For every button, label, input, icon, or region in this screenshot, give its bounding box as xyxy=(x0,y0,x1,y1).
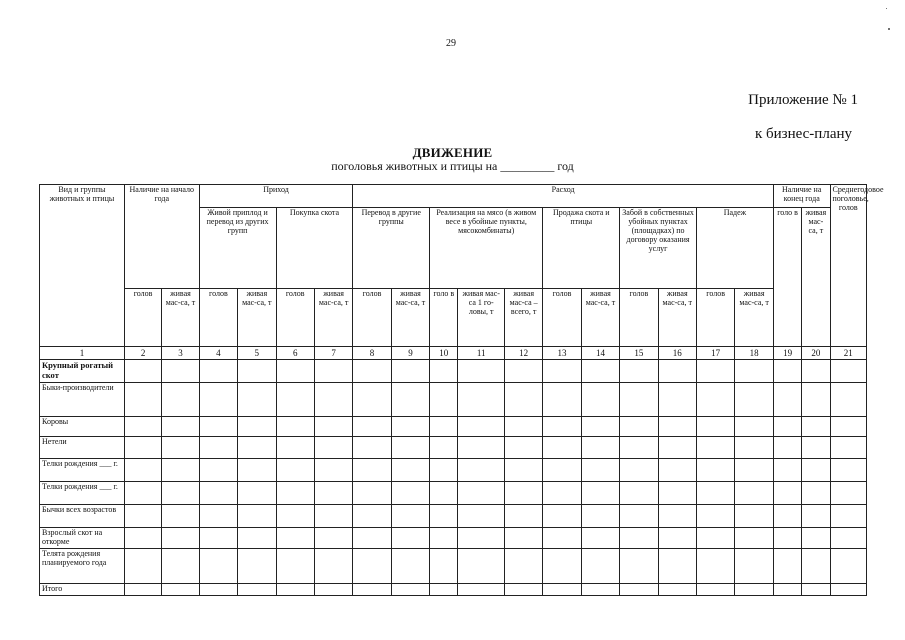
row-label: Телки рождения ___ г. xyxy=(40,481,125,504)
table-cell[interactable] xyxy=(353,437,391,459)
table-row xyxy=(40,383,867,416)
table-cell[interactable] xyxy=(458,504,504,527)
table-cell[interactable] xyxy=(314,459,352,482)
table-cell[interactable] xyxy=(830,360,866,383)
table-cell[interactable] xyxy=(391,416,429,437)
table-cell[interactable] xyxy=(504,583,542,596)
header-live-mass: живая мас-са, т xyxy=(391,288,429,346)
table-cell[interactable] xyxy=(314,549,352,583)
table-cell[interactable] xyxy=(353,459,391,482)
table-cell[interactable] xyxy=(802,504,830,527)
table-cell[interactable] xyxy=(314,527,352,549)
table-cell[interactable] xyxy=(238,527,276,549)
table-cell[interactable] xyxy=(162,416,199,437)
table-cell[interactable] xyxy=(199,437,237,459)
table-cell[interactable] xyxy=(620,459,658,482)
table-cell[interactable] xyxy=(430,481,458,504)
header-expense-sale-meat: Реализация на мясо (в живом весе в убойные пункты, мясокомбинаты) xyxy=(430,207,543,288)
table-cell[interactable] xyxy=(802,527,830,549)
header-average: Среднегодовое поголовье, голов xyxy=(830,185,866,347)
table-row xyxy=(40,459,867,482)
table-cell[interactable] xyxy=(543,360,581,383)
table-cell[interactable] xyxy=(830,583,866,596)
header-live-mass: живая мас-са, т xyxy=(314,288,352,346)
table-cell[interactable] xyxy=(543,583,581,596)
table-cell[interactable] xyxy=(543,504,581,527)
table-cell[interactable] xyxy=(238,549,276,583)
table-cell[interactable] xyxy=(276,360,314,383)
column-number: 16 xyxy=(658,346,696,360)
table-cell[interactable] xyxy=(543,416,581,437)
table-cell[interactable] xyxy=(802,459,830,482)
table-cell[interactable] xyxy=(773,583,801,596)
table-cell[interactable] xyxy=(802,360,830,383)
appendix-label: Приложение № 1 xyxy=(748,92,858,108)
table-cell[interactable] xyxy=(199,549,237,583)
table-cell[interactable] xyxy=(620,549,658,583)
table-cell[interactable] xyxy=(620,583,658,596)
table-row xyxy=(40,416,867,437)
column-number: 10 xyxy=(430,346,458,360)
table-cell[interactable] xyxy=(353,583,391,596)
table-cell[interactable] xyxy=(162,549,199,583)
column-numbers-row xyxy=(40,346,867,360)
header-expense-sale: Продажа скота и птицы xyxy=(543,207,620,288)
table-cell[interactable] xyxy=(773,504,801,527)
table-cell[interactable] xyxy=(276,481,314,504)
table-cell[interactable] xyxy=(162,360,199,383)
scan-speck xyxy=(888,28,890,30)
table-cell[interactable] xyxy=(504,416,542,437)
table-cell[interactable] xyxy=(696,416,734,437)
table-cell[interactable] xyxy=(773,383,801,416)
table-cell[interactable] xyxy=(504,481,542,504)
table-cell[interactable] xyxy=(773,527,801,549)
header-live-mass: живая мас-са, т xyxy=(735,288,774,346)
row-label: Нетели xyxy=(40,437,125,459)
table-cell[interactable] xyxy=(199,383,237,416)
table-cell[interactable] xyxy=(391,527,429,549)
table-cell[interactable] xyxy=(430,437,458,459)
header-heads: голов xyxy=(620,288,658,346)
column-number: 21 xyxy=(830,346,866,360)
table-cell[interactable] xyxy=(314,504,352,527)
table-cell[interactable] xyxy=(696,583,734,596)
table-cell[interactable] xyxy=(504,504,542,527)
header-live-mass-total: живая мас-са – всего, т xyxy=(504,288,542,346)
table-cell[interactable] xyxy=(430,504,458,527)
table-cell[interactable] xyxy=(658,416,696,437)
table-cell[interactable] xyxy=(430,583,458,596)
table-cell[interactable] xyxy=(430,549,458,583)
table-cell[interactable] xyxy=(504,437,542,459)
table-cell[interactable] xyxy=(830,481,866,504)
table-cell[interactable] xyxy=(773,416,801,437)
table-cell[interactable] xyxy=(314,360,352,383)
table-cell[interactable] xyxy=(458,459,504,482)
header-live-mass: живая мас-са, т xyxy=(162,288,199,346)
table-cell[interactable] xyxy=(735,437,774,459)
header-end-mass: живая мас-са, т xyxy=(802,207,830,346)
table-cell[interactable] xyxy=(458,527,504,549)
table-cell[interactable] xyxy=(658,459,696,482)
table-cell[interactable] xyxy=(391,459,429,482)
table-cell[interactable] xyxy=(238,437,276,459)
column-number: 8 xyxy=(353,346,391,360)
table-cell[interactable] xyxy=(162,383,199,416)
table-cell[interactable] xyxy=(504,360,542,383)
table-cell[interactable] xyxy=(658,504,696,527)
column-number: 1 xyxy=(40,346,125,360)
table-cell[interactable] xyxy=(620,416,658,437)
table-cell[interactable] xyxy=(581,481,619,504)
header-end-of-year: Наличие на конец года xyxy=(773,185,830,208)
table-row xyxy=(40,360,867,383)
header-end-heads: голо в xyxy=(773,207,801,346)
page-number: 29 xyxy=(446,38,456,49)
table-cell[interactable] xyxy=(735,383,774,416)
table-cell[interactable] xyxy=(162,583,199,596)
table-cell[interactable] xyxy=(773,360,801,383)
column-number: 13 xyxy=(543,346,581,360)
table-cell[interactable] xyxy=(581,383,619,416)
scan-speck xyxy=(886,8,887,9)
header-expense-transfer: Перевод в другие группы xyxy=(353,207,430,288)
table-cell[interactable] xyxy=(238,504,276,527)
table-cell[interactable] xyxy=(735,504,774,527)
table-cell[interactable] xyxy=(581,459,619,482)
table-cell[interactable] xyxy=(430,416,458,437)
column-number: 15 xyxy=(620,346,658,360)
table-cell[interactable] xyxy=(353,527,391,549)
table-cell[interactable] xyxy=(504,383,542,416)
table-cell[interactable] xyxy=(199,504,237,527)
column-number: 9 xyxy=(391,346,429,360)
table-cell[interactable] xyxy=(353,549,391,583)
table-cell[interactable] xyxy=(581,416,619,437)
row-label: Крупный рогатый скот xyxy=(40,360,125,383)
header-expense-death: Падеж xyxy=(696,207,773,288)
table-cell[interactable] xyxy=(735,481,774,504)
table-cell[interactable] xyxy=(238,416,276,437)
table-cell[interactable] xyxy=(773,481,801,504)
table-cell[interactable] xyxy=(391,437,429,459)
table-cell[interactable] xyxy=(830,383,866,416)
table-cell[interactable] xyxy=(504,527,542,549)
table-cell[interactable] xyxy=(830,437,866,459)
table-cell[interactable] xyxy=(830,527,866,549)
table-cell[interactable] xyxy=(124,459,161,482)
header-expense: Расход xyxy=(353,185,774,208)
table-row xyxy=(40,549,867,583)
table-cell[interactable] xyxy=(802,416,830,437)
header-income-birth: Живой приплод и перевод из других групп xyxy=(199,207,276,288)
table-cell[interactable] xyxy=(458,549,504,583)
table-cell[interactable] xyxy=(581,504,619,527)
table-cell[interactable] xyxy=(581,527,619,549)
table-cell[interactable] xyxy=(696,504,734,527)
table-cell[interactable] xyxy=(124,360,161,383)
table-row xyxy=(40,583,867,596)
table-cell[interactable] xyxy=(802,481,830,504)
table-cell[interactable] xyxy=(696,527,734,549)
table-cell[interactable] xyxy=(314,383,352,416)
table-cell[interactable] xyxy=(391,383,429,416)
table-cell[interactable] xyxy=(696,437,734,459)
table-cell[interactable] xyxy=(353,416,391,437)
header-heads: голов xyxy=(696,288,734,346)
table-cell[interactable] xyxy=(773,549,801,583)
header-heads: голов xyxy=(353,288,391,346)
table-cell[interactable] xyxy=(696,360,734,383)
table-cell[interactable] xyxy=(802,549,830,583)
table-cell[interactable] xyxy=(658,437,696,459)
row-label: Коровы xyxy=(40,416,125,437)
table-cell[interactable] xyxy=(802,437,830,459)
table-cell[interactable] xyxy=(199,360,237,383)
table-cell[interactable] xyxy=(620,360,658,383)
table-cell[interactable] xyxy=(735,459,774,482)
header-heads: голов xyxy=(543,288,581,346)
row-label: Телки рождения ___ г. xyxy=(40,459,125,482)
header-species: Вид и группы животных и птицы xyxy=(40,185,125,347)
table-cell[interactable] xyxy=(199,583,237,596)
table-cell[interactable] xyxy=(458,583,504,596)
table-cell[interactable] xyxy=(276,459,314,482)
header-expense-slaughter: Забой в собственных убойных пунктах (площадках) по договору оказания услуг xyxy=(620,207,697,288)
table-cell[interactable] xyxy=(543,481,581,504)
table-cell[interactable] xyxy=(504,459,542,482)
table-cell[interactable] xyxy=(238,360,276,383)
document-subtitle: поголовья животных и птицы на _________ год xyxy=(331,159,574,173)
column-number: 11 xyxy=(458,346,504,360)
table-cell[interactable] xyxy=(314,481,352,504)
table-cell[interactable] xyxy=(543,437,581,459)
table-cell[interactable] xyxy=(276,416,314,437)
table-cell[interactable] xyxy=(353,383,391,416)
row-label: Взрослый скот на откорме xyxy=(40,527,125,549)
table-cell[interactable] xyxy=(124,437,161,459)
header-heads: голов xyxy=(276,288,314,346)
column-number: 20 xyxy=(802,346,830,360)
table-cell[interactable] xyxy=(124,481,161,504)
document-title: ДВИЖЕНИЕ xyxy=(412,145,493,160)
table-cell[interactable] xyxy=(504,549,542,583)
table-cell[interactable] xyxy=(696,459,734,482)
table-cell[interactable] xyxy=(314,583,352,596)
table-cell[interactable] xyxy=(162,437,199,459)
table-cell[interactable] xyxy=(458,416,504,437)
table-cell[interactable] xyxy=(124,504,161,527)
table-cell[interactable] xyxy=(238,459,276,482)
table-cell[interactable] xyxy=(199,459,237,482)
table-cell[interactable] xyxy=(735,360,774,383)
table-cell[interactable] xyxy=(735,549,774,583)
column-number: 2 xyxy=(124,346,161,360)
column-number: 5 xyxy=(238,346,276,360)
table-cell[interactable] xyxy=(696,383,734,416)
table-cell[interactable] xyxy=(658,527,696,549)
column-number: 19 xyxy=(773,346,801,360)
table-row xyxy=(40,481,867,504)
header-heads: голов xyxy=(124,288,161,346)
table-cell[interactable] xyxy=(391,481,429,504)
table-cell[interactable] xyxy=(830,549,866,583)
table-cell[interactable] xyxy=(276,383,314,416)
table-cell[interactable] xyxy=(458,437,504,459)
appendix-subtitle: к бизнес-плану xyxy=(754,126,852,142)
header-income: Приход xyxy=(199,185,353,208)
table-cell[interactable] xyxy=(430,459,458,482)
table-cell[interactable] xyxy=(124,549,161,583)
row-label: Быки-производители xyxy=(40,383,125,416)
column-number: 17 xyxy=(696,346,734,360)
table-cell[interactable] xyxy=(314,416,352,437)
table-cell[interactable] xyxy=(620,383,658,416)
table-cell[interactable] xyxy=(830,459,866,482)
table-cell[interactable] xyxy=(458,383,504,416)
row-label: Бычки всех возрастов xyxy=(40,504,125,527)
column-number: 12 xyxy=(504,346,542,360)
column-number: 14 xyxy=(581,346,619,360)
table-cell[interactable] xyxy=(620,481,658,504)
table-cell[interactable] xyxy=(276,527,314,549)
table-cell[interactable] xyxy=(124,383,161,416)
table-cell[interactable] xyxy=(773,437,801,459)
table-cell[interactable] xyxy=(658,383,696,416)
table-cell[interactable] xyxy=(458,481,504,504)
table-cell[interactable] xyxy=(353,360,391,383)
table-cell[interactable] xyxy=(238,383,276,416)
table-cell[interactable] xyxy=(581,360,619,383)
header-live-mass: живая мас-са, т xyxy=(658,288,696,346)
table-cell[interactable] xyxy=(162,504,199,527)
table-cell[interactable] xyxy=(543,383,581,416)
table-cell[interactable] xyxy=(276,549,314,583)
table-cell[interactable] xyxy=(658,549,696,583)
table-cell[interactable] xyxy=(773,459,801,482)
table-cell[interactable] xyxy=(581,583,619,596)
row-label: Итого xyxy=(40,583,125,596)
table-cell[interactable] xyxy=(430,383,458,416)
table-cell[interactable] xyxy=(543,549,581,583)
header-income-purchase: Покупка скота xyxy=(276,207,353,288)
table-cell[interactable] xyxy=(276,583,314,596)
table-cell[interactable] xyxy=(802,383,830,416)
table-cell[interactable] xyxy=(543,527,581,549)
column-number: 7 xyxy=(314,346,352,360)
table-cell[interactable] xyxy=(238,583,276,596)
table-cell[interactable] xyxy=(620,504,658,527)
table-cell[interactable] xyxy=(735,583,774,596)
table-cell[interactable] xyxy=(620,437,658,459)
livestock-movement-table xyxy=(39,184,884,596)
table-cell[interactable] xyxy=(238,481,276,504)
table-row xyxy=(40,437,867,459)
header-live-mass: живая мас-са, т xyxy=(581,288,619,346)
table-cell[interactable] xyxy=(620,527,658,549)
table-cell[interactable] xyxy=(430,360,458,383)
table-cell[interactable] xyxy=(162,527,199,549)
table-cell[interactable] xyxy=(802,583,830,596)
row-label: Телята рождения планируемого года xyxy=(40,549,125,583)
table-cell[interactable] xyxy=(543,459,581,482)
table-cell[interactable] xyxy=(353,504,391,527)
table-cell[interactable] xyxy=(735,527,774,549)
table-cell[interactable] xyxy=(199,416,237,437)
table-cell[interactable] xyxy=(658,360,696,383)
table-cell[interactable] xyxy=(658,481,696,504)
table-cell[interactable] xyxy=(430,527,458,549)
table-cell[interactable] xyxy=(124,416,161,437)
column-number: 18 xyxy=(735,346,774,360)
table-cell[interactable] xyxy=(581,549,619,583)
header-heads: голов xyxy=(199,288,237,346)
table-cell[interactable] xyxy=(199,527,237,549)
table-cell[interactable] xyxy=(830,504,866,527)
table-cell[interactable] xyxy=(696,549,734,583)
table-cell[interactable] xyxy=(353,481,391,504)
table-cell[interactable] xyxy=(276,504,314,527)
table-cell[interactable] xyxy=(391,549,429,583)
table-row xyxy=(40,504,867,527)
column-number: 3 xyxy=(162,346,199,360)
header-heads: голо в xyxy=(430,288,458,346)
table-cell[interactable] xyxy=(314,437,352,459)
table-row xyxy=(40,527,867,549)
table-cell[interactable] xyxy=(658,583,696,596)
header-start-of-year: Наличие на начало года xyxy=(124,185,199,289)
table-cell[interactable] xyxy=(735,416,774,437)
table-cell[interactable] xyxy=(391,504,429,527)
table-cell[interactable] xyxy=(162,459,199,482)
table-cell[interactable] xyxy=(581,437,619,459)
table-cell[interactable] xyxy=(124,527,161,549)
header-live-mass-per-head: живая мас-са 1 го-ловы, т xyxy=(458,288,504,346)
table-cell[interactable] xyxy=(830,416,866,437)
table-cell[interactable] xyxy=(199,481,237,504)
table-cell[interactable] xyxy=(458,360,504,383)
column-number: 4 xyxy=(199,346,237,360)
table-cell[interactable] xyxy=(391,583,429,596)
table-cell[interactable] xyxy=(696,481,734,504)
table-cell[interactable] xyxy=(391,360,429,383)
table-cell[interactable] xyxy=(162,481,199,504)
table-cell[interactable] xyxy=(124,583,161,596)
table-cell[interactable] xyxy=(276,437,314,459)
header-live-mass: живая мас-са, т xyxy=(238,288,276,346)
column-number: 6 xyxy=(276,346,314,360)
